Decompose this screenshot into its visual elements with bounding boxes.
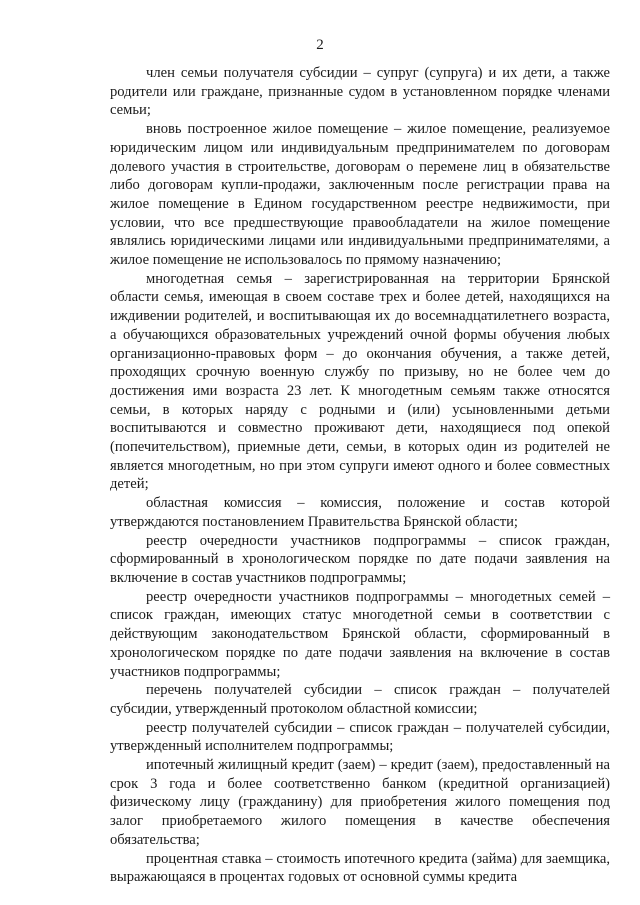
page-number: 2 xyxy=(316,37,324,53)
paragraph-family-member: член семьи получателя субсидии – супруг (супруга) и их дети, а также родители или граждане, признанные судом в установленном порядке членами семьи; xyxy=(110,65,610,119)
paragraph-interest-rate: процентная ставка – стоимость ипотечного кредита (займа) для заемщика, выражающаяся в процентах годовых от основной суммы кредита xyxy=(110,850,610,886)
document-body xyxy=(110,64,610,887)
paragraph-new-housing: вновь построенное жилое помещение – жилое помещение, реализуемое юридическим лицом или индивидуальным предпринимателем по договорам долевого участия в строительстве, договорам о перемене лиц в обязательстве либо договорам купли-продажи, заключенным после регистрации права на жилое помещение в Едином государственном реестре недвижимости, при условии, что все предшествующие правообладатели на жилое помещение являлись юридическими лицами или индивидуальными предпринимателями, а жилое помещение не использовалось по прямому назначению; xyxy=(110,121,610,269)
paragraph-recipient-registry: реестр получателей субсидии – список граждан – получателей субсидии, утвержденный исполнителем подпрограммы; xyxy=(110,719,610,755)
paragraph-regional-commission: областная комиссия – комиссия, положение и состав которой утверждаются постановлением Правительства Брянской области; xyxy=(110,495,610,530)
paragraph-large-family: многодетная семья – зарегистрированная на территории Брянской области семья, имеющая в своем составе трех и более детей, находящихся на иждивении родителей, и воспитывающая их до восемнадцатилетнего возраста, а обучающихся образовательных учреждений очной формы обучения любых организационно-правовых форм – до окончания обучения, а также детей, проходящих срочную военную службу по призыву, но не более чем до достижения ими возраста 23 лет. К многодетным семьям также относятся семьи, в которых наряду с родными и (или) усыновленными детьми воспитываются и совместно проживают дети, находящиеся под опекой (попечительством), приемные дети, семьи, в которых один из родителей не является многодетным, но при этом супруги имеют одного и более совместных детей; xyxy=(110,270,610,493)
paragraph-queue-registry: реестр очередности участников подпрограммы – список граждан, сформированный в хронологическом порядке по дате подачи заявления на включение в состав участников подпрограммы; xyxy=(110,532,610,586)
paragraph-recipient-list: перечень получателей субсидии – список граждан – получателей субсидии, утвержденный протоколом областной комиссии; xyxy=(110,682,610,717)
paragraph-mortgage-loan: ипотечный жилищный кредит (заем) – кредит (заем), предоставленный на срок 3 года и более соответственно банком (кредитной организацией) физическому лицу (гражданину) для приобретения жилого помещения под залог приобретаемого жилого помещения в качестве обеспечения обязательства; xyxy=(110,757,610,848)
paragraph-large-family-registry: реестр очередности участников подпрограммы – многодетных семей – список граждан, имеющих статус многодетной семьи в соответствии с действующим законодательством Брянской области, сформированный в хронологическом порядке по дате подачи заявления на включение в состав участников подпрограммы; xyxy=(110,588,610,680)
